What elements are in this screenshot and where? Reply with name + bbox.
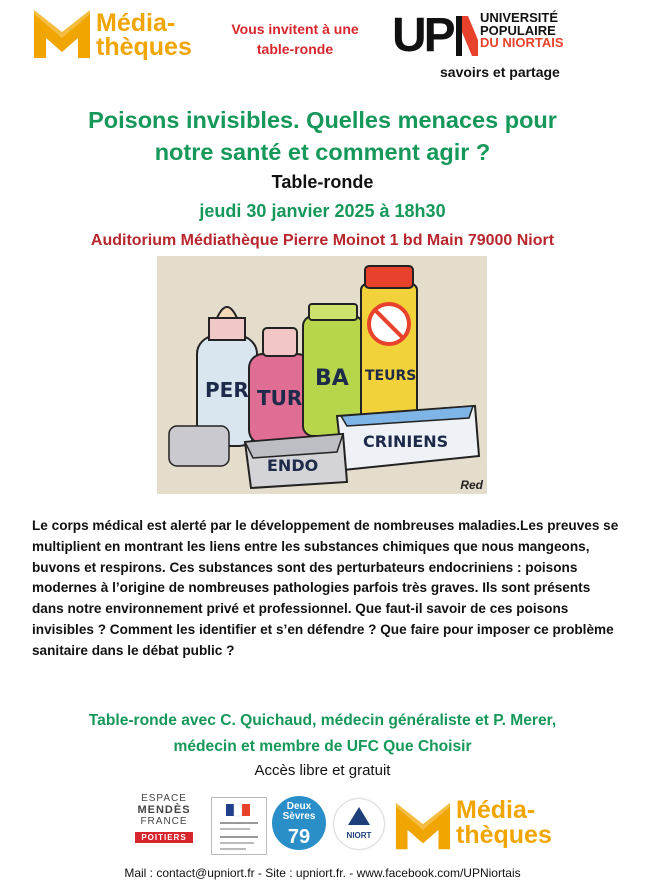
upn-line-1: UNIVERSITÉ [480, 10, 559, 25]
event-format: Table-ronde [271, 172, 374, 192]
niort-emblem-icon [334, 799, 384, 833]
contact-footer: Mail : contact@upniort.fr - Site : upniort.fr. - www.facebook.com/UPNiortais [124, 866, 521, 880]
cartoon-illustration [157, 256, 487, 494]
mediatheques-logo [32, 8, 212, 62]
invitation-line-1: Vous invitent à une [231, 21, 359, 37]
cartoon-label-criniens: CRINIENS [363, 432, 449, 451]
logo-word-1: Média- [96, 9, 176, 37]
upn-line-2: POPULAIRE [480, 22, 556, 38]
emf-line-3: FRANCE [140, 816, 188, 827]
niort-text: NIORT [346, 831, 372, 840]
speakers-line-2: médecin et membre de UFC Que Choisir [173, 738, 472, 755]
invitation-text [210, 19, 380, 59]
access-info: Accès libre et gratuit [254, 762, 391, 779]
event-place: Auditorium Médiathèque Pierre Moinot 1 bd Main 79000 Niort [90, 232, 555, 249]
emf-line-4: POITIERS [135, 832, 192, 843]
event-description: Le corps médical est alerté par le développement de nombreuses maladies.Les preuves se multiplient en montrant les liens entre les substances chimiques que nous mangeons, buvons et respirons. Ces substances sont des perturbateurs endocriniens : poisons modernes à l’origine de nombreuses pathologies parfois très graves. Ils sont présents dans notre environnement privé et professionnel. Que faut-il savoir de ces poisons invisibles ? Comment les identifier et s’en défendre ? Que faire pour imposer ce problème sanitaire dans le débat public ? [32, 518, 619, 658]
mediatheques-m-icon-footer [394, 798, 452, 854]
emf-line-2: MENDÈS [137, 804, 191, 816]
event-title [40, 104, 605, 168]
cartoon-label-endo: ENDO [267, 456, 319, 475]
mediatheques-footer-text [456, 798, 552, 848]
cartoon-label-ba: BA [315, 366, 349, 391]
speakers-text [30, 708, 615, 760]
invitation-line-2: table-ronde [256, 41, 334, 57]
upn-line-3: DU NIORTAIS [480, 35, 564, 50]
dept-line-1: Deux [286, 801, 312, 812]
event-date: jeudi 30 janvier 2025 à 18h30 [199, 201, 446, 221]
upn-name [480, 12, 600, 50]
event-title-line-2: notre santé et comment agir ? [154, 139, 491, 165]
espace-mendes-france-logo [128, 793, 200, 853]
niort-logo [334, 799, 384, 849]
deux-sevres-logo [272, 796, 326, 850]
upn-letters: UP [392, 9, 453, 62]
dept-number: 79 [287, 826, 311, 848]
mediatheques-logo-footer [394, 796, 574, 856]
footer-logo-word-2: thèques [456, 821, 552, 849]
upn-tagline: savoirs et partage [440, 64, 560, 80]
marianne-icon [212, 798, 266, 854]
cartoon-label-tur: TUR [257, 386, 303, 410]
mediatheques-logo-text [96, 11, 192, 59]
cartoon-label-per: PER [205, 378, 249, 402]
cartoon-label-teurs: TEURS [365, 368, 417, 384]
mediatheques-m-icon [32, 8, 92, 60]
speakers-line-1: Table-ronde avec C. Quichaud, médecin généraliste et P. Merer, [88, 712, 557, 729]
footer-logo-word-1: Média- [456, 796, 536, 824]
prefecture-logo [211, 797, 267, 855]
emf-line-1: ESPACE [141, 793, 187, 804]
logo-word-2: thèques [96, 33, 192, 61]
dept-name [272, 802, 326, 822]
upn-n-icon [456, 16, 478, 56]
cartoon-signature: Red [460, 478, 483, 492]
dept-line-2: Sèvres [282, 811, 316, 822]
event-title-line-1: Poisons invisibles. Quelles menaces pour [88, 107, 557, 133]
